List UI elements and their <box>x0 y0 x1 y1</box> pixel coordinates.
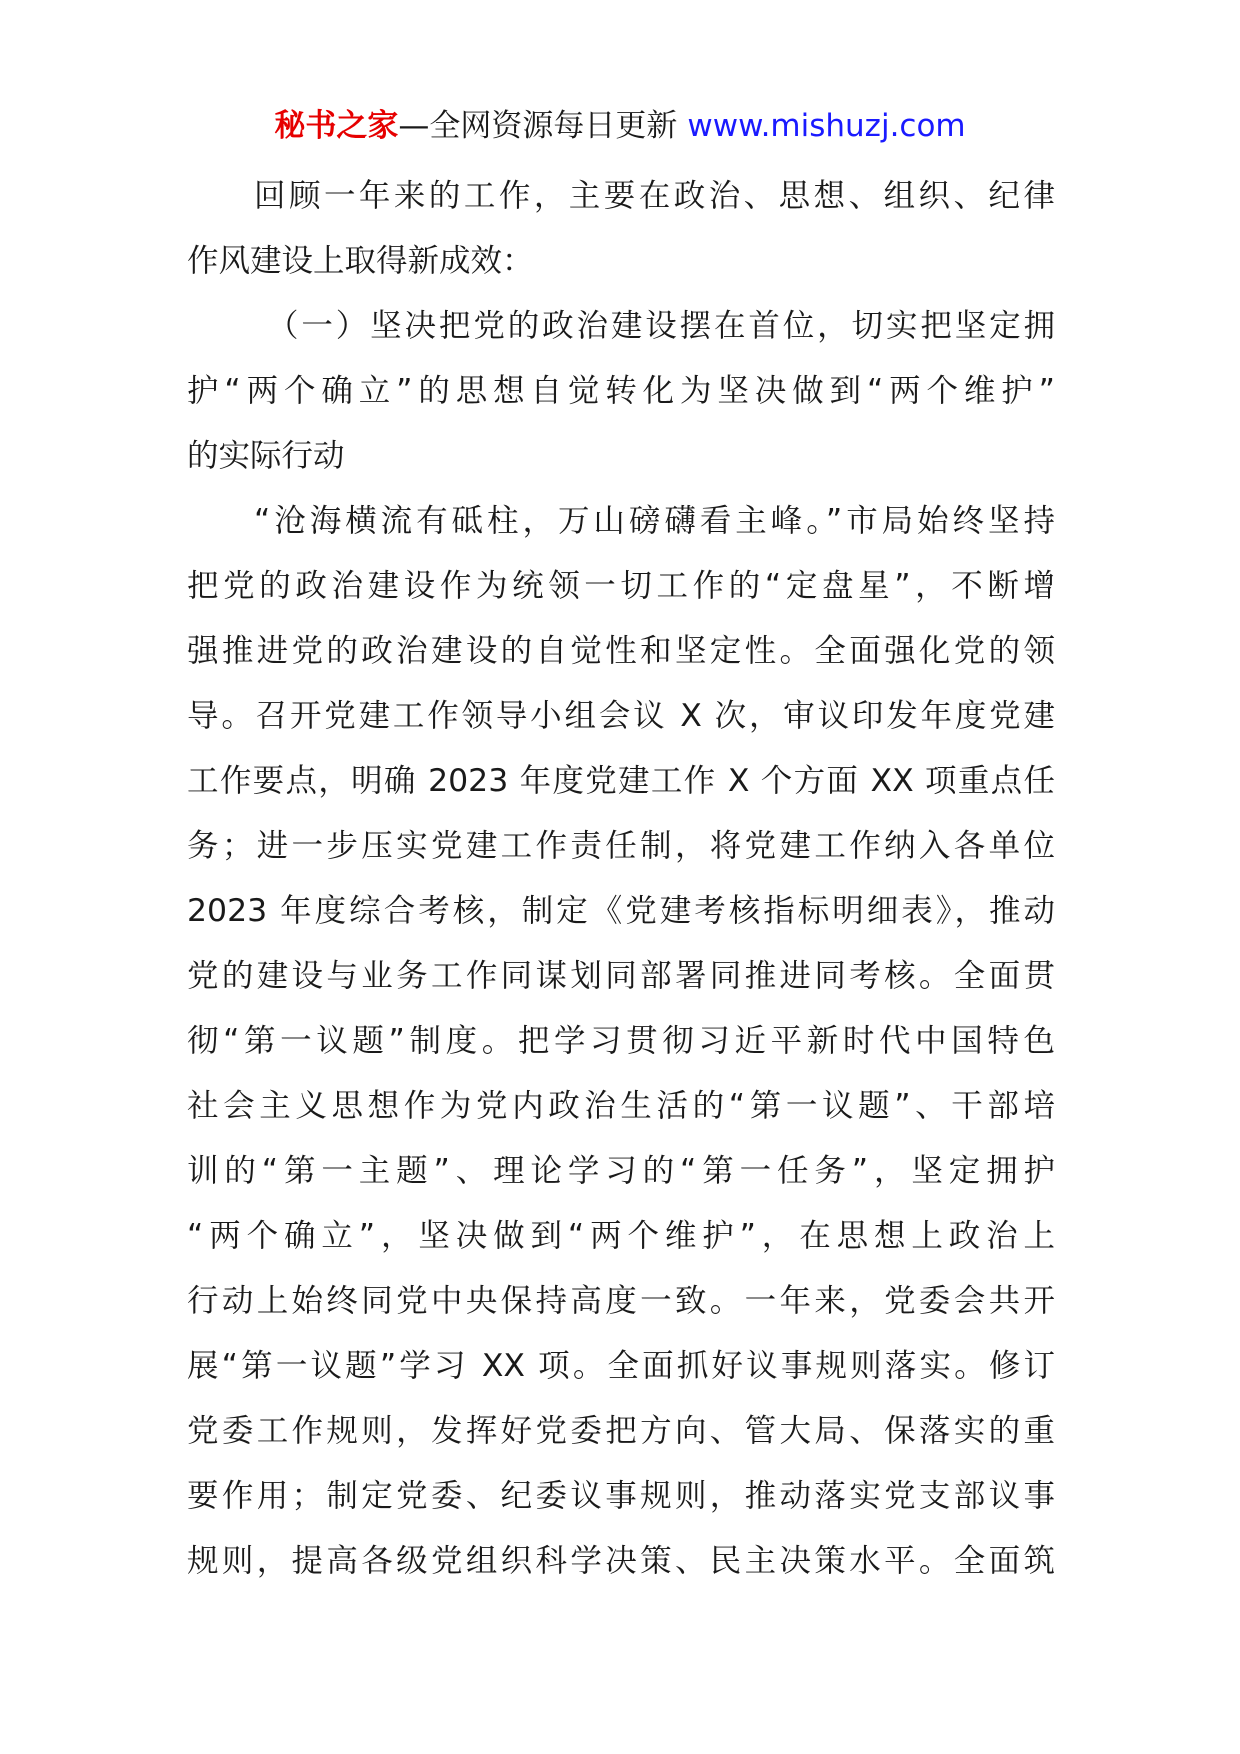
brand-name: 秘书之家 <box>274 108 399 144</box>
text-line: “沧海横流有砥柱，万山磅礴看主峰。”市局始终坚持 <box>254 503 1055 539</box>
text-line: 党的建设与业务工作同谋划同部署同推进同考核。全面贯 <box>187 958 1055 994</box>
document-body <box>187 164 1055 1594</box>
text-line: 作风建设上取得新成效： <box>187 243 534 279</box>
text-line: 2023 年度综合考核，制定《党建考核指标明细表》，推动 <box>187 893 1055 929</box>
text-line: 把党的政治建设作为统领一切工作的“定盘星”，不断增 <box>187 568 1055 604</box>
text-line: “两个确立”，坚决做到“两个维护”，在思想上政治上 <box>187 1218 1055 1254</box>
text-line: 规则，提高各级党组织科学决策、民主决策水平。全面筑 <box>187 1543 1055 1579</box>
text-line: 社会主义思想作为党内政治生活的“第一议题”、干部培 <box>187 1088 1055 1124</box>
text-line: 展“第一议题”学习 XX 项。全面抓好议事规则落实。修订 <box>187 1348 1055 1384</box>
text-line: 工作要点，明确 2023 年度党建工作 X 个方面 XX 项重点任 <box>187 763 1055 799</box>
text-line: 行动上始终同党中央保持高度一致。一年来，党委会共开 <box>187 1283 1055 1319</box>
section-heading-line: （一）坚决把党的政治建设摆在首位，切实把坚定拥 <box>267 308 1055 344</box>
text-line: 党委工作规则，发挥好党委把方向、管大局、保落实的重 <box>187 1413 1055 1449</box>
text-line: 要作用；制定党委、纪委议事规则，推动落实党支部议事 <box>187 1478 1055 1514</box>
text-line: 强推进党的政治建设的自觉性和坚定性。全面强化党的领 <box>187 633 1055 669</box>
header-slogan: —全网资源每日更新 <box>398 108 678 144</box>
text-line: 彻“第一议题”制度。把学习贯彻习近平新时代中国特色 <box>187 1023 1055 1059</box>
text-line: 回顾一年来的工作，主要在政治、思想、组织、纪律 <box>254 178 1055 214</box>
site-header <box>0 103 1240 149</box>
site-url-link[interactable]: www.mishuzj.com <box>687 108 966 144</box>
text-line: 务；进一步压实党建工作责任制，将党建工作纳入各单位 <box>187 828 1055 864</box>
text-line: 导。召开党建工作领导小组会议 X 次，审议印发年度党建 <box>187 698 1055 734</box>
section-heading-line: 护“两个确立”的思想自觉转化为坚决做到“两个维护” <box>187 373 1055 409</box>
section-heading-line: 的实际行动 <box>187 438 345 474</box>
text-line: 训的“第一主题”、理论学习的“第一任务”，坚定拥护 <box>187 1153 1055 1189</box>
